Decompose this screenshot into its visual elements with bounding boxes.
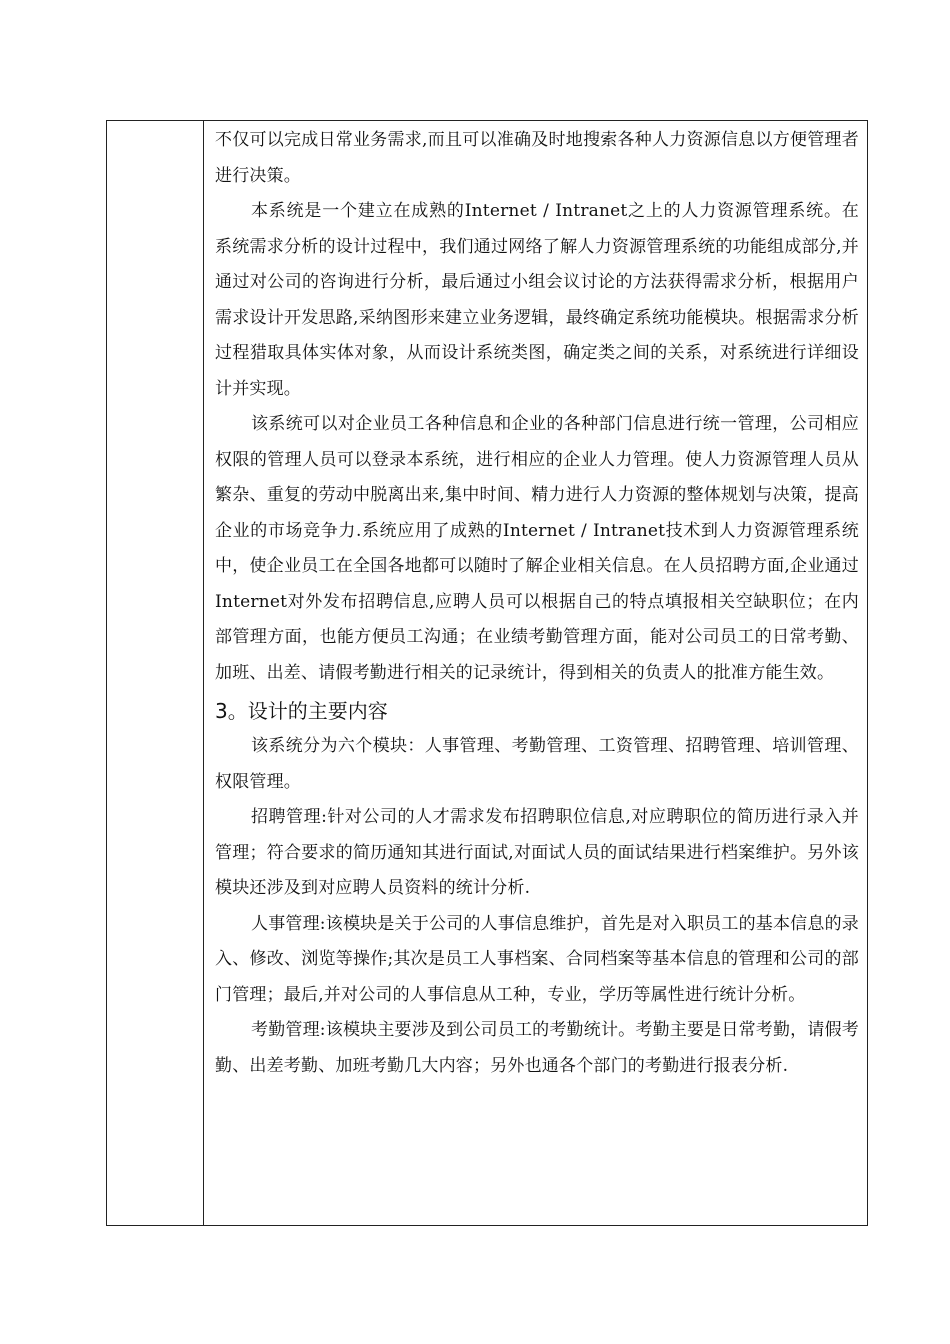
paragraph-modules-list: 该系统分为六个模块：人事管理、考勤管理、工资管理、招聘管理、培训管理、权限管理。 [215,736,859,792]
paragraph-system-overview: 本系统是一个建立在成熟的Internet / Intranet之上的人力资源管理系统。在系统需求分析的设计过程中，我们通过网络了解人力资源管理系统的功能组成部分,并通过对公司的咨询进行分析，最后通过小组会议讨论的方法获得需求分析，根据用户需求设计开发思路,采纳图形来建立业务逻辑，最终确定系统功能模块。根据需求分析过程猎取具体实体对象，从而设计系统类图，确定类之间的关系，对系统进行详细设计并实现。 [215,201,859,399]
section-heading: 3。设计的主要内容 [215,699,388,723]
table-left-column [107,121,204,1225]
paragraph-recruitment: 招聘管理:针对公司的人才需求发布招聘职位信息,对应聘职位的简历进行录入并管理；符合要求的简历通知其进行面试,对面试人员的面试结果进行档案维护。另外该模块还涉及到对应聘人员资料的统计分析. [215,807,859,898]
paragraph-intro-continuation: 不仅可以完成日常业务需求,而且可以准确及时地搜索各种人力资源信息以方便管理者进行决策。 [215,130,859,186]
table-content-cell [215,123,859,1084]
document-table [106,120,868,1226]
paragraph-personnel: 人事管理:该模块是关于公司的人事信息维护，首先是对入职员工的基本信息的录入、修改、浏览等操作;其次是员工人事档案、合同档案等基本信息的管理和公司的部门管理；最后,并对公司的人事信息从工种，专业，学历等属性进行统计分析。 [215,913,859,1005]
paragraph-system-benefits: 该系统可以对企业员工各种信息和企业的各种部门信息进行统一管理，公司相应权限的管理人员可以登录本系统，进行相应的企业人力管理。使人力资源管理人员从繁杂、重复的劳动中脱离出来,集中时间、精力进行人力资源的整体规划与决策，提高企业的市场竞争力.系统应用了成熟的Internet / Intranet技术到人力资源管理系统中，使企业员工在全国各地都可以随时了解企业相关信息。在人员招聘方面,企业通过Internet对外发布招聘信息,应聘人员可以根据自己的特点填报相关空缺职位；在内部管理方面，也能方便员工沟通；在业绩考勤管理方面，能对公司员工的日常考勤、加班、出差、请假考勤进行相关的记录统计，得到相关的负责人的批准方能生效。 [215,414,859,683]
paragraph-attendance: 考勤管理:该模块主要涉及到公司员工的考勤统计。考勤主要是日常考勤，请假考勤、出差考勤、加班考勤几大内容；另外也通各个部门的考勤进行报表分析. [215,1020,859,1076]
